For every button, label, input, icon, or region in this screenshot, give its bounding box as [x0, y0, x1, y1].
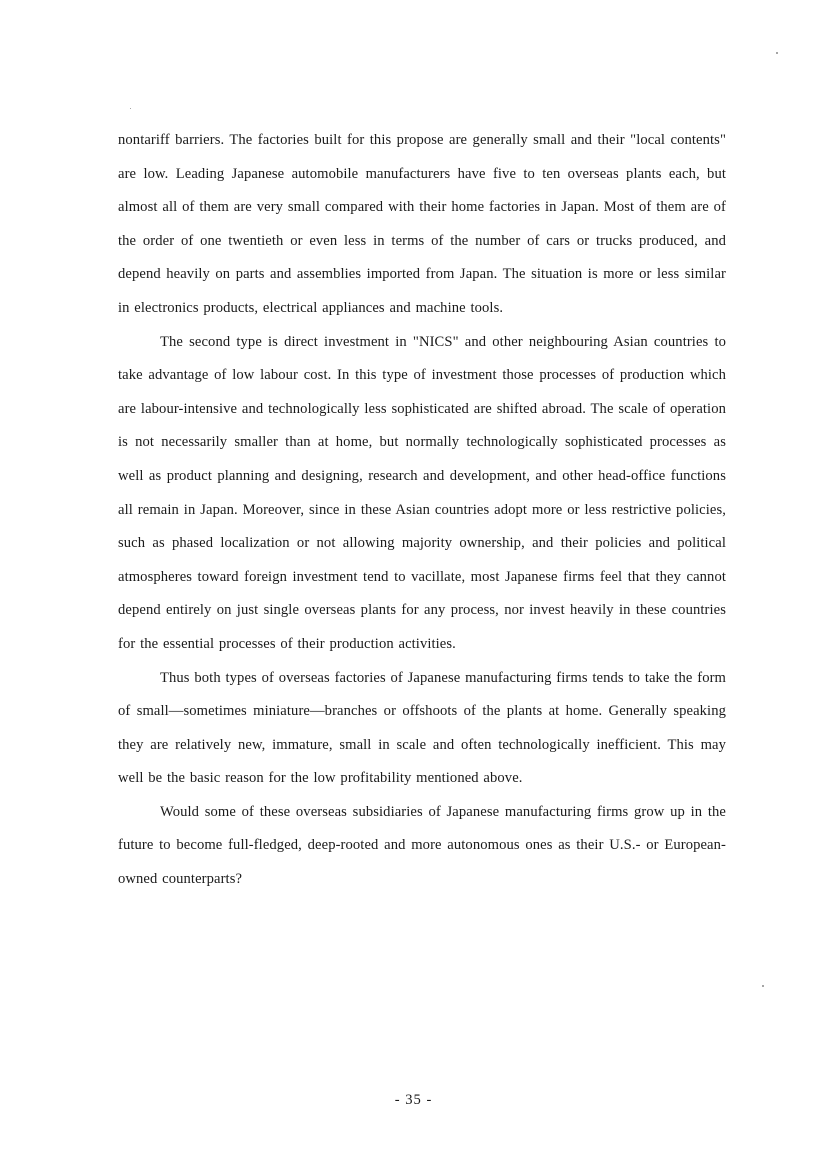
page-number: - 35 -	[394, 1092, 433, 1108]
paragraph-4: Would some of these overseas subsidiaries of Japanese manufacturing firms grow up in the future to become full-fledged, deep-rooted and more autonomous ones as their U.S.- or European-owned counterparts?	[118, 803, 726, 888]
scan-speck	[130, 108, 131, 109]
scan-speck	[762, 985, 764, 987]
body-text	[118, 124, 726, 897]
paragraph-1: nontariff barriers. The factories built for this propose are generally small and their "local contents" are low. Leading Japanese automobile manufacturers have five to ten overseas plants each, but almost all of them are very small compared with their home factories in Japan. Most of them are of the order of one twentieth or even less in terms of the number of cars or trucks produced, and depend heavily on parts and assemblies imported from Japan. The situation is more or less similar in electronics products, electrical appliances and machine tools.	[118, 132, 726, 316]
paragraph-3: Thus both types of overseas factories of Japanese manufacturing firms tends to take the form of small—sometimes miniature—branches or offshoots of the plants at home. Generally speaking they are relatively new, immature, small in scale and often technologically inefficient. This may well be the basic reason for the low profitability mentioned above.	[118, 669, 726, 787]
scan-speck	[776, 52, 778, 54]
paragraph-2: The second type is direct investment in "NICS" and other neighbouring Asian countries to take advantage of low labour cost. In this type of investment those processes of production which are labour-intensive and technologically less sophisticated are shifted abroad. The scale of operation is not necessarily smaller than at home, but normally technologically sophisticated processes as well as product planning and designing, research and development, and other head-office functions all remain in Japan. Moreover, since in these Asian countries adopt more or less restrictive policies, such as phased localization or not allowing majority ownership, and their policies and political atmospheres toward foreign investment tend to vacillate, most Japanese firms feel that they cannot depend entirely on just single overseas plants for any process, nor invest heavily in these countries for the essential processes of their production activities.	[118, 333, 726, 652]
